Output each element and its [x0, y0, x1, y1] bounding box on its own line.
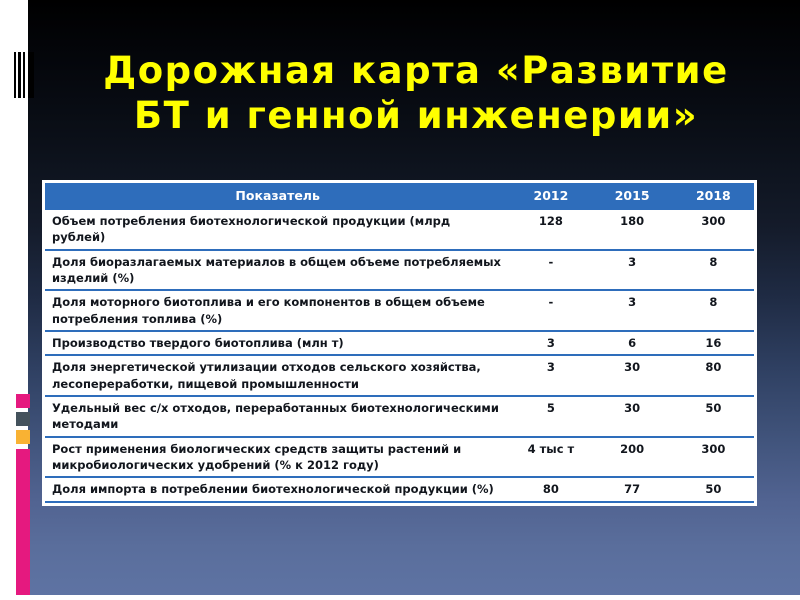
cell-2012: - [510, 290, 591, 331]
table-row [45, 355, 754, 396]
accent-chip-orange [16, 430, 30, 444]
table-row [45, 209, 754, 250]
table-row [45, 437, 754, 478]
table-row [45, 396, 754, 437]
slide-title [60, 48, 772, 138]
column-header-2012: 2012 [510, 183, 591, 209]
barcode-bar [18, 52, 21, 98]
table-row [45, 250, 754, 291]
cell-2015: 30 [592, 396, 673, 437]
cell-2012: 4 тыс т [510, 437, 591, 478]
cell-indicator: Доля импорта в потреблении биотехнологической продукции (%) [45, 477, 510, 501]
cell-2015: 180 [592, 209, 673, 250]
table-header [45, 183, 754, 209]
cell-2018: 80 [673, 355, 754, 396]
cell-2015: 30 [592, 355, 673, 396]
barcode-bar [28, 52, 34, 98]
cell-indicator: Доля энергетической утилизации отходов сельского хозяйства, лесопереработки, пищевой промышленности [45, 355, 510, 396]
cell-2012: 3 [510, 331, 591, 355]
column-header-indicator: Показатель [45, 183, 510, 209]
table-row [45, 290, 754, 331]
cell-2018: 8 [673, 290, 754, 331]
cell-2018: 300 [673, 209, 754, 250]
barcode-bar [23, 52, 25, 98]
cell-2012: 128 [510, 209, 591, 250]
cell-2018: 300 [673, 437, 754, 478]
cell-2012: 5 [510, 396, 591, 437]
column-header-2015: 2015 [592, 183, 673, 209]
cell-indicator: Производство твердого биотоплива (млн т) [45, 331, 510, 355]
cell-indicator: Удельный вес с/х отходов, переработанных биотехнологическими методами [45, 396, 510, 437]
cell-2018: 50 [673, 477, 754, 501]
cell-2012: - [510, 250, 591, 291]
cell-2012: 3 [510, 355, 591, 396]
cell-2018: 16 [673, 331, 754, 355]
cell-indicator: Доля биоразлагаемых материалов в общем объеме потребляемых изделий (%) [45, 250, 510, 291]
cell-2015: 77 [592, 477, 673, 501]
table-row [45, 331, 754, 355]
accent-bar-magenta [16, 449, 30, 595]
slide-title-line-1: Дорожная карта «Развитие [103, 49, 729, 92]
accent-chip-slate [16, 412, 30, 426]
table-row [45, 477, 754, 501]
cell-2018: 8 [673, 250, 754, 291]
table-header-row [45, 183, 754, 209]
cell-2018: 50 [673, 396, 754, 437]
barcode-bar [14, 52, 16, 98]
cell-indicator: Доля моторного биотоплива и его компонентов в общем объеме потребления топлива (%) [45, 290, 510, 331]
cell-indicator: Объем потребления биотехнологической продукции (млрд рублей) [45, 209, 510, 250]
cell-indicator: Рост применения биологических средств защиты растений и микробиологических удобрений (% к 2012 году) [45, 437, 510, 478]
roadmap-table-frame [42, 180, 757, 506]
barcode-decoration-icon [14, 52, 38, 98]
accent-chip-magenta [16, 394, 30, 408]
table-body [45, 209, 754, 502]
cell-2015: 200 [592, 437, 673, 478]
cell-2015: 6 [592, 331, 673, 355]
cell-2015: 3 [592, 290, 673, 331]
column-header-2018: 2018 [673, 183, 754, 209]
slide-title-line-2: БТ и генной инженерии» [133, 94, 699, 138]
cell-2012: 80 [510, 477, 591, 501]
cell-2015: 3 [592, 250, 673, 291]
roadmap-table [45, 183, 754, 503]
